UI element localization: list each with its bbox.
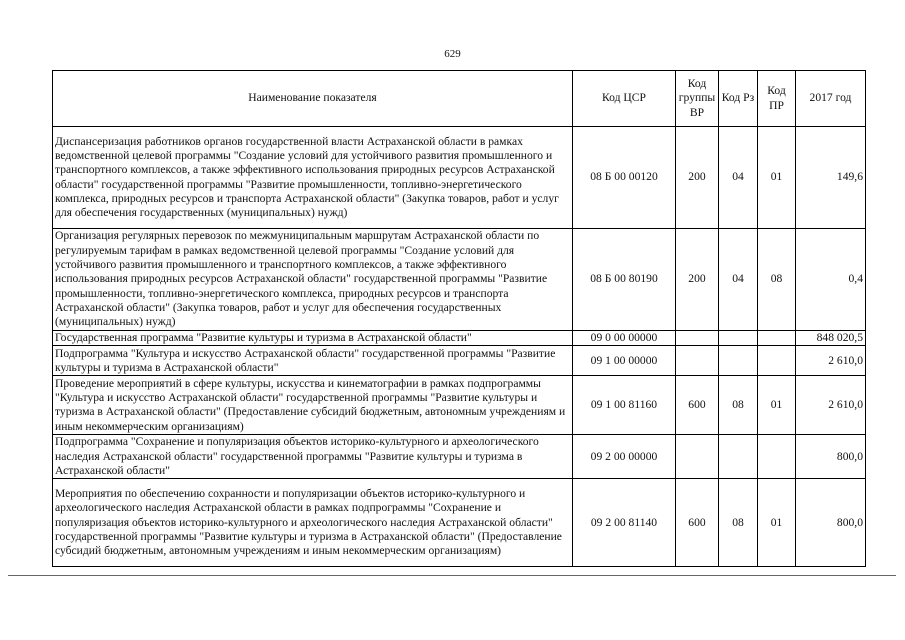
row-rz <box>719 435 758 479</box>
row-vr <box>676 435 719 479</box>
row-pr: 08 <box>758 229 796 331</box>
row-csr: 08 Б 00 80190 <box>573 229 676 331</box>
column-header-csr: Код ЦСР <box>573 71 676 127</box>
page-bottom-divider <box>8 575 896 576</box>
row-name: Государственная программа "Развитие культуры и туризма в Астраханской области" <box>53 331 573 346</box>
column-header-pr: Код ПР <box>758 71 796 127</box>
column-header-name: Наименование показателя <box>53 71 573 127</box>
row-pr <box>758 331 796 346</box>
row-vr <box>676 331 719 346</box>
row-pr: 01 <box>758 376 796 435</box>
row-amount: 0,4 <box>796 229 866 331</box>
row-vr: 600 <box>676 479 719 567</box>
row-name: Мероприятия по обеспечению сохранности и популяризации объектов историко-культурного и археологического наследия Астраханской области в рамках подпрограммы "Сохранение и популяризация объектов историко-культурного и археологического наследия Астраханской области" государственной программы "Развитие культуры и туризма в Астраханской области" (Предоставление субсидий бюджетным, автономным учреждениям и иным некоммерческим организациям) <box>53 479 573 567</box>
table-row <box>53 435 866 479</box>
row-csr: 09 2 00 81140 <box>573 479 676 567</box>
table-header-row <box>53 71 866 127</box>
row-vr <box>676 346 719 376</box>
row-amount: 800,0 <box>796 435 866 479</box>
row-rz <box>719 346 758 376</box>
row-amount: 800,0 <box>796 479 866 567</box>
row-vr: 200 <box>676 127 719 229</box>
row-amount: 2 610,0 <box>796 376 866 435</box>
column-header-vr: Код группы ВР <box>676 71 719 127</box>
table-row <box>53 229 866 331</box>
row-vr: 200 <box>676 229 719 331</box>
row-rz: 08 <box>719 479 758 567</box>
row-pr: 01 <box>758 479 796 567</box>
row-pr <box>758 435 796 479</box>
row-rz <box>719 331 758 346</box>
row-amount: 149,6 <box>796 127 866 229</box>
table-row <box>53 479 866 567</box>
row-pr: 01 <box>758 127 796 229</box>
row-amount: 848 020,5 <box>796 331 866 346</box>
row-name: Диспансеризация работников органов государственной власти Астраханской области в рамках ведомственной целевой программы "Создание условий для устойчивого развития промышленного и транспортного комплексов, а также эффективного использования природных ресурсов Астраханской области" государственной программы "Развитие промышленности, топливно-энергетического комплекса, природных ресурсов и транспорта Астраханской области" (Закупка товаров, работ и услуг для обеспечения государственных (муниципальных) нужд) <box>53 127 573 229</box>
table-row <box>53 376 866 435</box>
column-header-year: 2017 год <box>796 71 866 127</box>
row-pr <box>758 346 796 376</box>
row-amount: 2 610,0 <box>796 346 866 376</box>
row-name: Организация регулярных перевозок по межмуниципальным маршрутам Астраханской области по регулируемым тарифам в рамках ведомственной целевой программы "Создание условий для устойчивого развития промышленного и транспортного комплексов, а также эффективного использования природных ресурсов Астраханской области" государственной программы "Развитие промышленности, топливно-энергетического комплекса, природных ресурсов и транспорта Астраханской области" (Закупка товаров, работ и услуг для обеспечения государственных (муниципальных) нужд) <box>53 229 573 331</box>
row-rz: 08 <box>719 376 758 435</box>
column-header-rz: Код Рз <box>719 71 758 127</box>
budget-table <box>52 70 866 567</box>
row-name: Подпрограмма "Сохранение и популяризация объектов историко-культурного и археологического наследия Астраханской области" государственной программы "Развитие культуры и туризма в Астраханской области" <box>53 435 573 479</box>
table-row <box>53 346 866 376</box>
row-rz: 04 <box>719 229 758 331</box>
row-name: Проведение мероприятий в сфере культуры, искусства и кинематографии в рамках подпрограммы "Культура и искусство Астраханской области" государственной программы "Развитие культуры и туризма в Астраханской области" (Предоставление субсидий бюджетным, автономным учреждениям и иным некоммерческим организациям) <box>53 376 573 435</box>
page-number: 629 <box>444 48 461 60</box>
row-rz: 04 <box>719 127 758 229</box>
table-row <box>53 331 866 346</box>
row-csr: 09 0 00 00000 <box>573 331 676 346</box>
row-csr: 09 1 00 81160 <box>573 376 676 435</box>
row-csr: 09 1 00 00000 <box>573 346 676 376</box>
table-row <box>53 127 866 229</box>
row-name: Подпрограмма "Культура и искусство Астраханской области" государственной программы "Развитие культуры и туризма в Астраханской области" <box>53 346 573 376</box>
row-vr: 600 <box>676 376 719 435</box>
row-csr: 09 2 00 00000 <box>573 435 676 479</box>
row-csr: 08 Б 00 00120 <box>573 127 676 229</box>
